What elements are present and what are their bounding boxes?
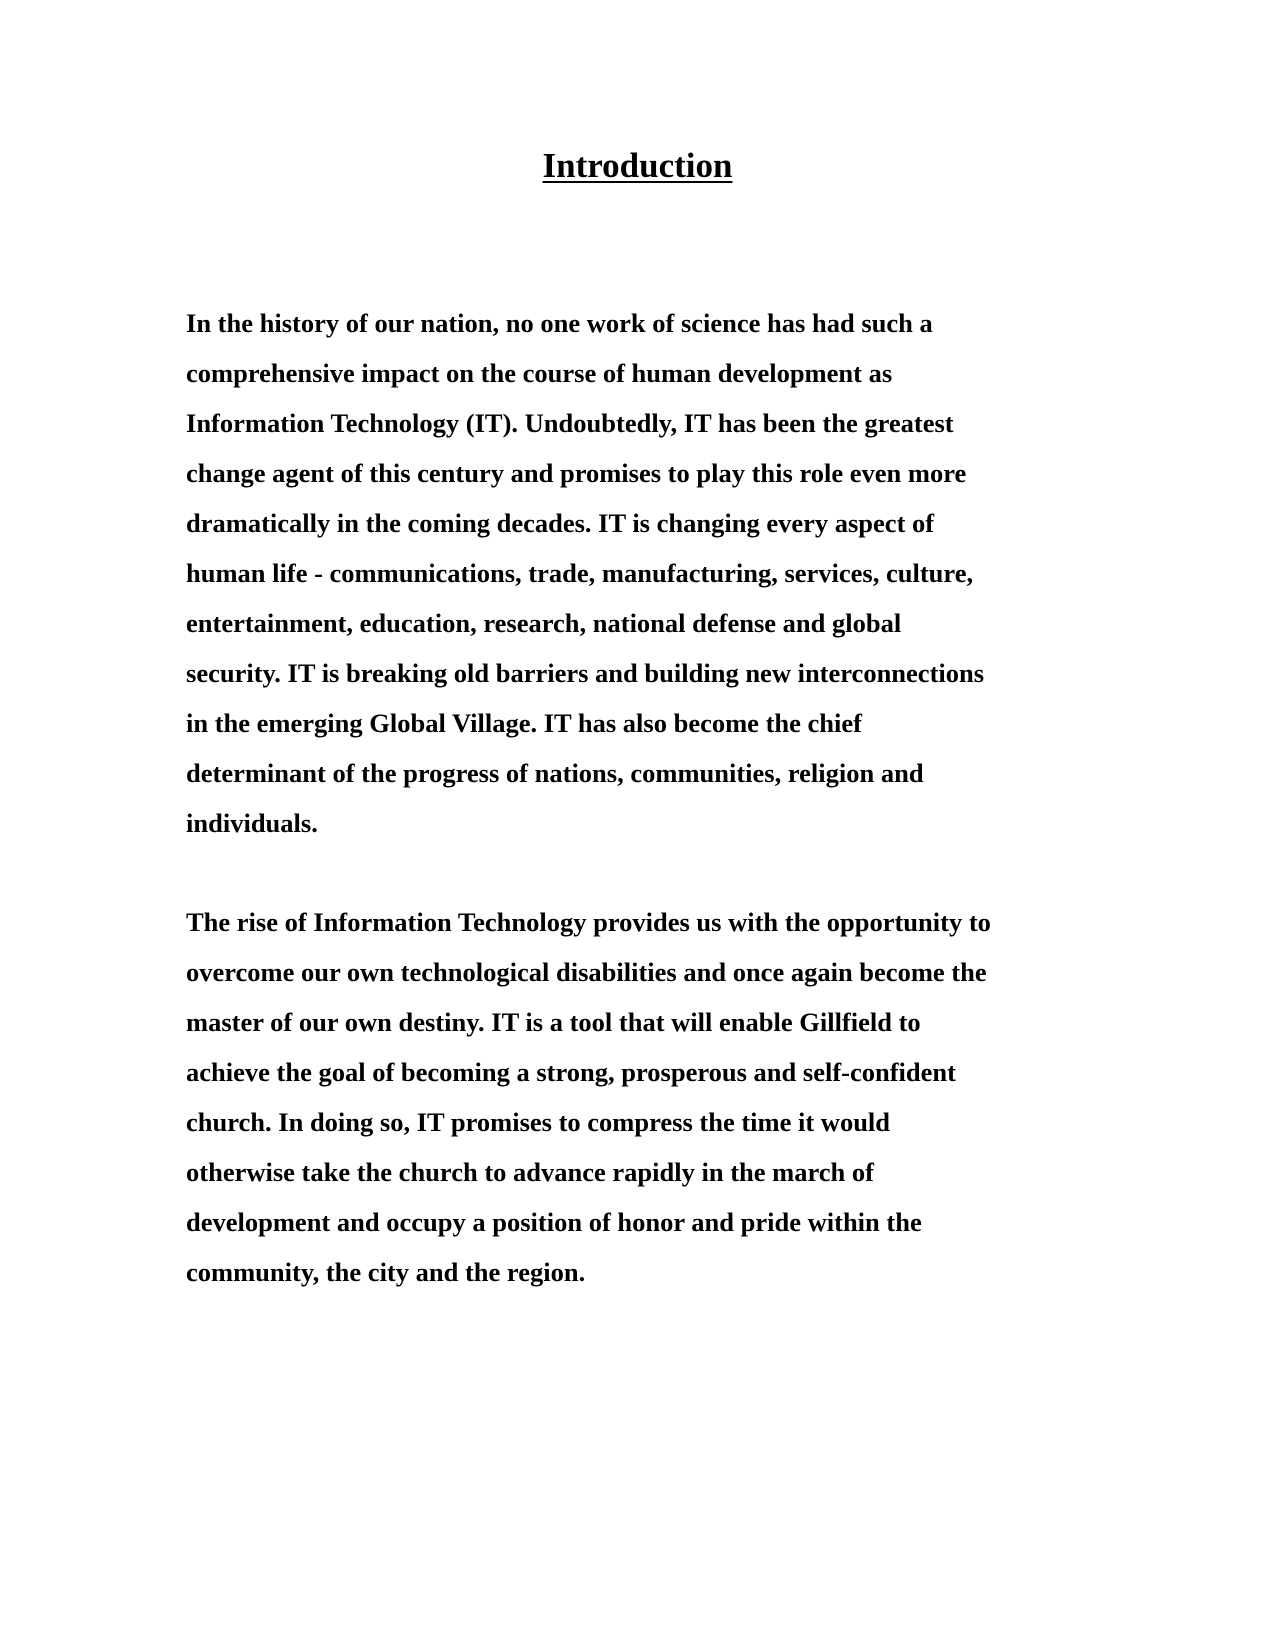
paragraph-1 bbox=[186, 298, 1076, 848]
paragraph-line: achieve the goal of becoming a strong, prosperous and self-confident bbox=[186, 1057, 956, 1087]
paragraph-line: The rise of Information Technology provides us with the opportunity to bbox=[186, 907, 991, 937]
paragraph-line: security. IT is breaking old barriers and building new interconnections bbox=[186, 658, 985, 688]
paragraph-line: master of our own destiny. IT is a tool that will enable Gillfield to bbox=[186, 1007, 921, 1037]
paragraph-line: in the emerging Global Village. IT has also become the chief bbox=[186, 708, 862, 738]
paragraph-line: dramatically in the coming decades. IT is changing every aspect of bbox=[186, 508, 935, 538]
paragraph-line: human life - communications, trade, manufacturing, services, culture, bbox=[186, 558, 974, 588]
paragraph-line: change agent of this century and promises to play this role even more bbox=[186, 458, 967, 488]
paragraph-line: community, the city and the region. bbox=[186, 1257, 586, 1287]
paragraph-line: individuals. bbox=[186, 808, 318, 838]
paragraph-line: development and occupy a position of honor and pride within the bbox=[186, 1207, 922, 1237]
paragraph-line: church. In doing so, IT promises to compress the time it would bbox=[186, 1107, 891, 1137]
page-title: Introduction bbox=[542, 146, 733, 185]
paragraph-line: comprehensive impact on the course of human development as bbox=[186, 358, 893, 388]
paragraph-2 bbox=[186, 897, 1076, 1297]
paragraph-line: entertainment, education, research, national defense and global bbox=[186, 608, 902, 638]
paragraph-line: Information Technology (IT). Undoubtedly, IT has been the greatest bbox=[186, 408, 954, 438]
paragraph-line: determinant of the progress of nations, communities, religion and bbox=[186, 758, 924, 788]
paragraph-line: otherwise take the church to advance rapidly in the march of bbox=[186, 1157, 874, 1187]
paragraph-line: overcome our own technological disabilities and once again become the bbox=[186, 957, 987, 987]
paragraph-line: In the history of our nation, no one work of science has had such a bbox=[186, 308, 933, 338]
